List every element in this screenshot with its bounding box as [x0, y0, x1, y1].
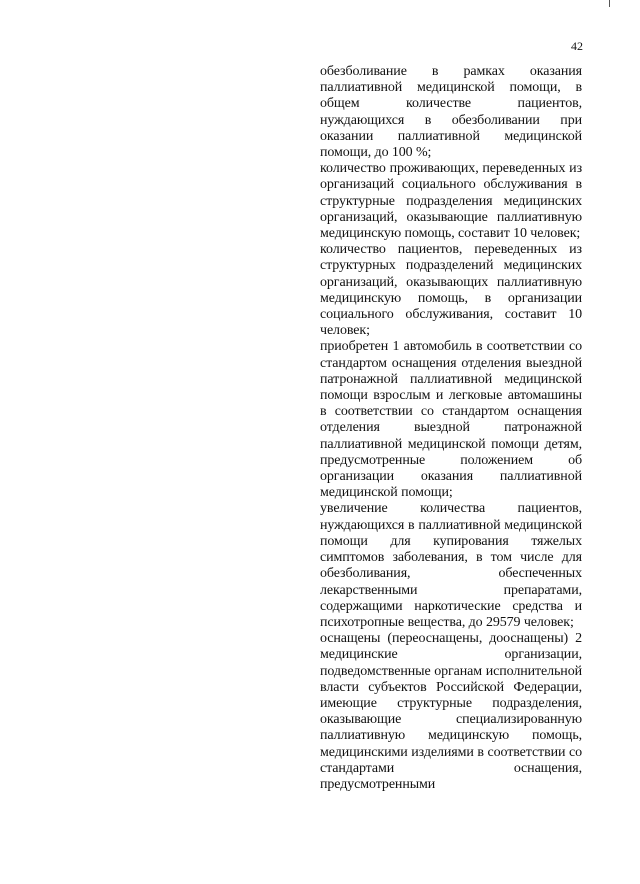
paragraph-patients-transferred: количество пациентов, переведенных из структурных подразделений медицинских организаций, оказывающих паллиативную медицинскую помощь, в организации социального обслуживания, составит 10 человек; [320, 242, 582, 339]
text-column [320, 64, 582, 793]
paragraph-vehicles-purchased: приобретен 1 автомобиль в соответствии со стандартом оснащения отделения выездной патронажной паллиативной медицинской помощи взрослым и легковые автомашины в соответствии со стандартом оснащения отделения выездной патронажной паллиативной медицинской помощи детям, предусмотренные положением об организации оказания паллиативной медицинской помощи; [320, 339, 582, 501]
paragraph-residents-transferred: количество проживающих, переведенных из организаций социального обслуживания в структурные подразделения медицинских организаций, оказывающие паллиативную медицинскую помощь, составит 10 человек; [320, 161, 582, 242]
page-number: 42 [571, 39, 583, 53]
scan-edge-mark [609, 0, 610, 7]
paragraph-organizations-equipped: оснащены (переоснащены, дооснащены) 2 медицинские организации, подведомственные органам исполнительной власти субъектов Российской Федерации, имеющие структурные подразделения, оказывающие специализированную паллиативную медицинскую помощь, медицинскими изделиями в соответствии со стандартами оснащения, предусмотренными [320, 631, 582, 792]
paragraph-anesthesia-share: обезболивание в рамках оказания паллиативной медицинской помощи, в общем количестве пациентов, нуждающихся в обезболивании при оказании паллиативной медицинской помощи, до 100 %; [320, 64, 582, 161]
paragraph-patients-provided-drugs: увеличение количества пациентов, нуждающихся в паллиативной медицинской помощи для купирования тяжелых симптомов заболевания, в том числе для обезболивания, обеспеченных лекарственными препаратами, содержащими наркотические средства и психотропные вещества, до 29579 человек; [320, 501, 582, 630]
